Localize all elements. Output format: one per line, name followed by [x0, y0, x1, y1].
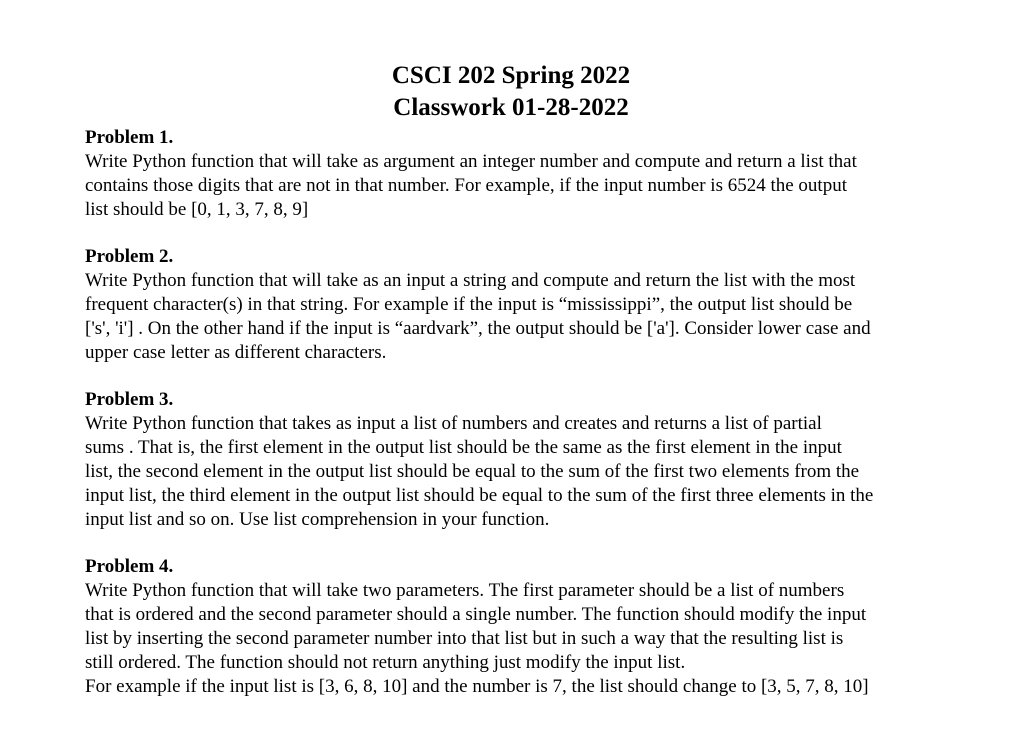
problem-text-line: input list, the third element in the output list should be equal to the sum of the first three elements in the [85, 485, 874, 506]
problem-text-line: upper case letter as different characters. [85, 342, 387, 363]
problem-text-line: list should be [0, 1, 3, 7, 8, 9] [85, 199, 309, 220]
problem-heading: Problem 3. [85, 389, 174, 410]
problem-heading: Problem 4. [85, 556, 174, 577]
problem-text-line: list, the second element in the output list should be equal to the sum of the first two elements from the [85, 461, 860, 482]
problem-text-line: ['s', 'i'] . On the other hand if the input is “aardvark”, the output should be ['a']. Consider lower case and [85, 318, 871, 339]
problem-1 [85, 126, 965, 222]
document-title [85, 60, 965, 124]
problem-text-line: still ordered. The function should not return anything just modify the input list. [85, 652, 686, 673]
title-line-classwork: Classwork 01-28-2022 [393, 94, 629, 121]
problem-text-line: Write Python function that will take as argument an integer number and compute and return a list that [85, 151, 857, 172]
problem-2 [85, 245, 965, 365]
problem-text-line: Write Python function that takes as input a list of numbers and creates and returns a list of partial [85, 413, 822, 434]
title-line-course: CSCI 202 Spring 2022 [391, 62, 631, 89]
problem-text-line: Write Python function that will take two parameters. The first parameter should be a list of numbers [85, 580, 845, 601]
problem-4 [85, 555, 965, 699]
problem-text-line: list by inserting the second parameter number into that list but in such a way that the resulting list is [85, 628, 844, 649]
problem-3 [85, 388, 965, 532]
problem-text-line: that is ordered and the second parameter should a single number. The function should modify the input [85, 604, 867, 625]
problem-text-line: frequent character(s) in that string. For example if the input is “mississippi”, the output list should be [85, 294, 853, 315]
problem-text-line: contains those digits that are not in that number. For example, if the input number is 6524 the output [85, 175, 847, 196]
document-page [85, 60, 965, 699]
problem-heading: Problem 2. [85, 246, 174, 267]
problem-text-line: sums . That is, the first element in the output list should be the same as the first element in the input [85, 437, 842, 458]
problem-text-line: input list and so on. Use list comprehension in your function. [85, 509, 550, 530]
problem-text-line: Write Python function that will take as an input a string and compute and return the list with the most [85, 270, 856, 291]
problem-text-line: For example if the input list is [3, 6, 8, 10] and the number is 7, the list should change to [3, 5, 7, 8, 10] [85, 676, 869, 697]
problem-heading: Problem 1. [85, 127, 174, 148]
